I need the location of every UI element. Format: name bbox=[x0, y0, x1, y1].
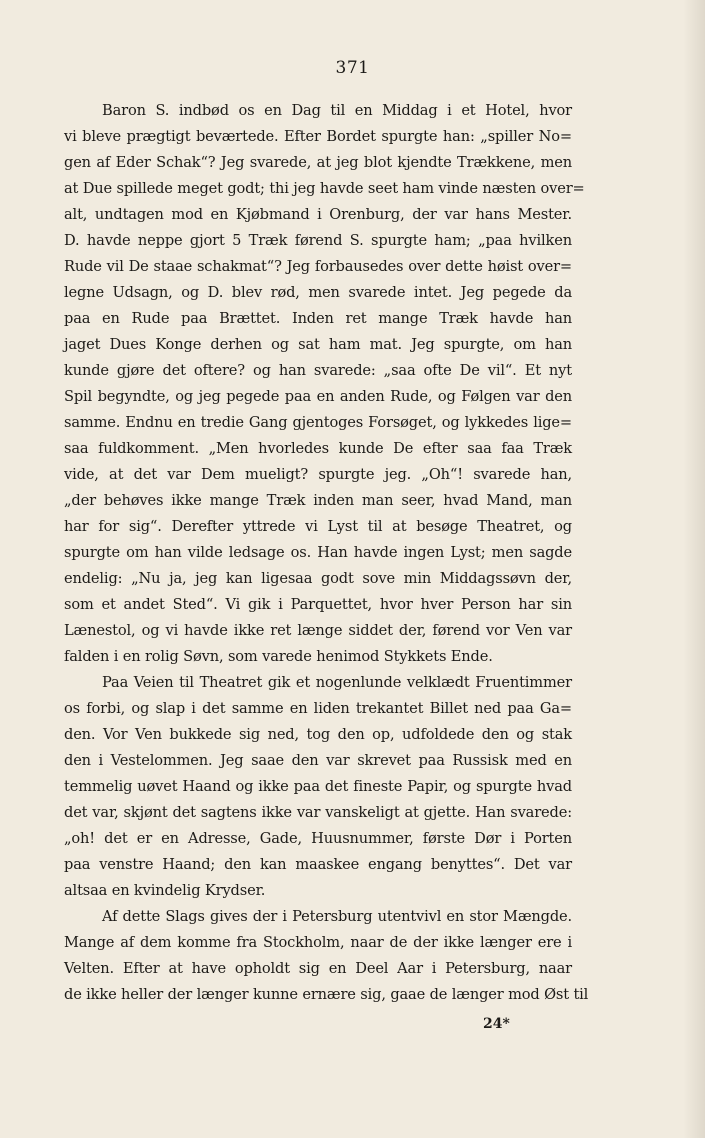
text-line: falden i en rolig Søvn, som varede henimod Stykkets Ende. bbox=[64, 648, 493, 665]
text-line: „oh! det er en Adresse, Gade, Huusnummer, første Dør i Porten bbox=[64, 830, 572, 847]
text-line: Mange af dem komme fra Stockholm, naar de der ikke længer ere i bbox=[64, 934, 572, 951]
text-line: paa venstre Haand; den kan maaskee engang benyttes“. Det var bbox=[64, 856, 572, 873]
text-line: Rude vil De staae schakmat“? Jeg forbausedes over dette høist over= bbox=[64, 258, 572, 275]
text-line: D. havde neppe gjort 5 Træk førend S. spurgte ham; „paa hvilken bbox=[64, 232, 572, 249]
text-line: Lænestol, og vi havde ikke ret længe siddet der, førend vor Ven var bbox=[64, 622, 572, 639]
text-line: som et andet Sted“. Vi gik i Parquettet, hvor hver Person har sin bbox=[64, 596, 572, 613]
text-line: har for sig“. Derefter yttrede vi Lyst til at besøge Theatret, og bbox=[64, 518, 572, 535]
text-line: vide, at det var Dem mueligt? spurgte jeg. „Oh“! svarede han, bbox=[64, 466, 572, 483]
text-line: Paa Veien til Theatret gik et nogenlunde velklædt Fruentimmer bbox=[102, 674, 572, 691]
page-edge-shadow bbox=[683, 0, 705, 1138]
text-line: altsaa en kvindelig Krydser. bbox=[64, 882, 266, 899]
text-line: temmelig uøvet Haand og ikke paa det fineste Papir, og spurgte hvad bbox=[64, 778, 572, 795]
text-line: jaget Dues Konge derhen og sat ham mat. Jeg spurgte, om han bbox=[64, 336, 572, 353]
text-line: at Due spillede meget godt; thi jeg havde seet ham vinde næsten over= bbox=[64, 180, 585, 197]
text-line: det var, skjønt det sagtens ikke var vanskeligt at gjette. Han svarede: bbox=[64, 804, 572, 821]
text-line: Af dette Slags gives der i Petersburg utentvivl en stor Mængde. bbox=[102, 908, 572, 925]
signature-mark: 24* bbox=[483, 1016, 510, 1032]
text-line: saa fuldkomment. „Men hvorledes kunde De efter saa faa Træk bbox=[64, 440, 572, 457]
text-line: de ikke heller der længer kunne ernære sig, gaae de længer mod Øst til bbox=[64, 986, 589, 1003]
text-line: kunde gjøre det oftere? og han svarede: „saa ofte De vil“. Et nyt bbox=[64, 362, 572, 379]
text-line: vi bleve prægtigt beværtede. Efter Bordet spurgte han: „spiller No= bbox=[64, 128, 572, 145]
text-line: Spil begyndte, og jeg pegede paa en anden Rude, og Følgen var den bbox=[64, 388, 572, 405]
text-line: gen af Eder Schak“? Jeg svarede, at jeg blot kjendte Trækkene, men bbox=[64, 154, 572, 171]
body-text bbox=[64, 98, 589, 1008]
text-line: Velten. Efter at have opholdt sig en Deel Aar i Petersburg, naar bbox=[64, 960, 572, 977]
text-line: samme. Endnu en tredie Gang gjentoges Forsøget, og lykkedes lige= bbox=[64, 414, 572, 431]
text-line: legne Udsagn, og D. blev rød, men svarede intet. Jeg pegede da bbox=[64, 284, 572, 301]
text-line: os forbi, og slap i det samme en liden trekantet Billet ned paa Ga= bbox=[64, 700, 572, 717]
text-line: den. Vor Ven bukkede sig ned, tog den op, udfoldede den og stak bbox=[64, 726, 572, 743]
text-line: endelig: „Nu ja, jeg kan ligesaa godt sove min Middagssøvn der, bbox=[64, 570, 572, 587]
text-line: Baron S. indbød os en Dag til en Middag i et Hotel, hvor bbox=[102, 102, 572, 119]
text-line: spurgte om han vilde ledsage os. Han havde ingen Lyst; men sagde bbox=[64, 544, 572, 561]
text-line: alt, undtagen mod en Kjøbmand i Orenburg, der var hans Mester. bbox=[64, 206, 572, 223]
text-line: „der behøves ikke mange Træk inden man seer, hvad Mand, man bbox=[64, 492, 572, 509]
text-line: den i Vestelommen. Jeg saae den var skrevet paa Russisk med en bbox=[64, 752, 572, 769]
text-line: paa en Rude paa Brættet. Inden ret mange Træk havde han bbox=[64, 310, 572, 327]
page-number: 371 bbox=[335, 58, 370, 78]
